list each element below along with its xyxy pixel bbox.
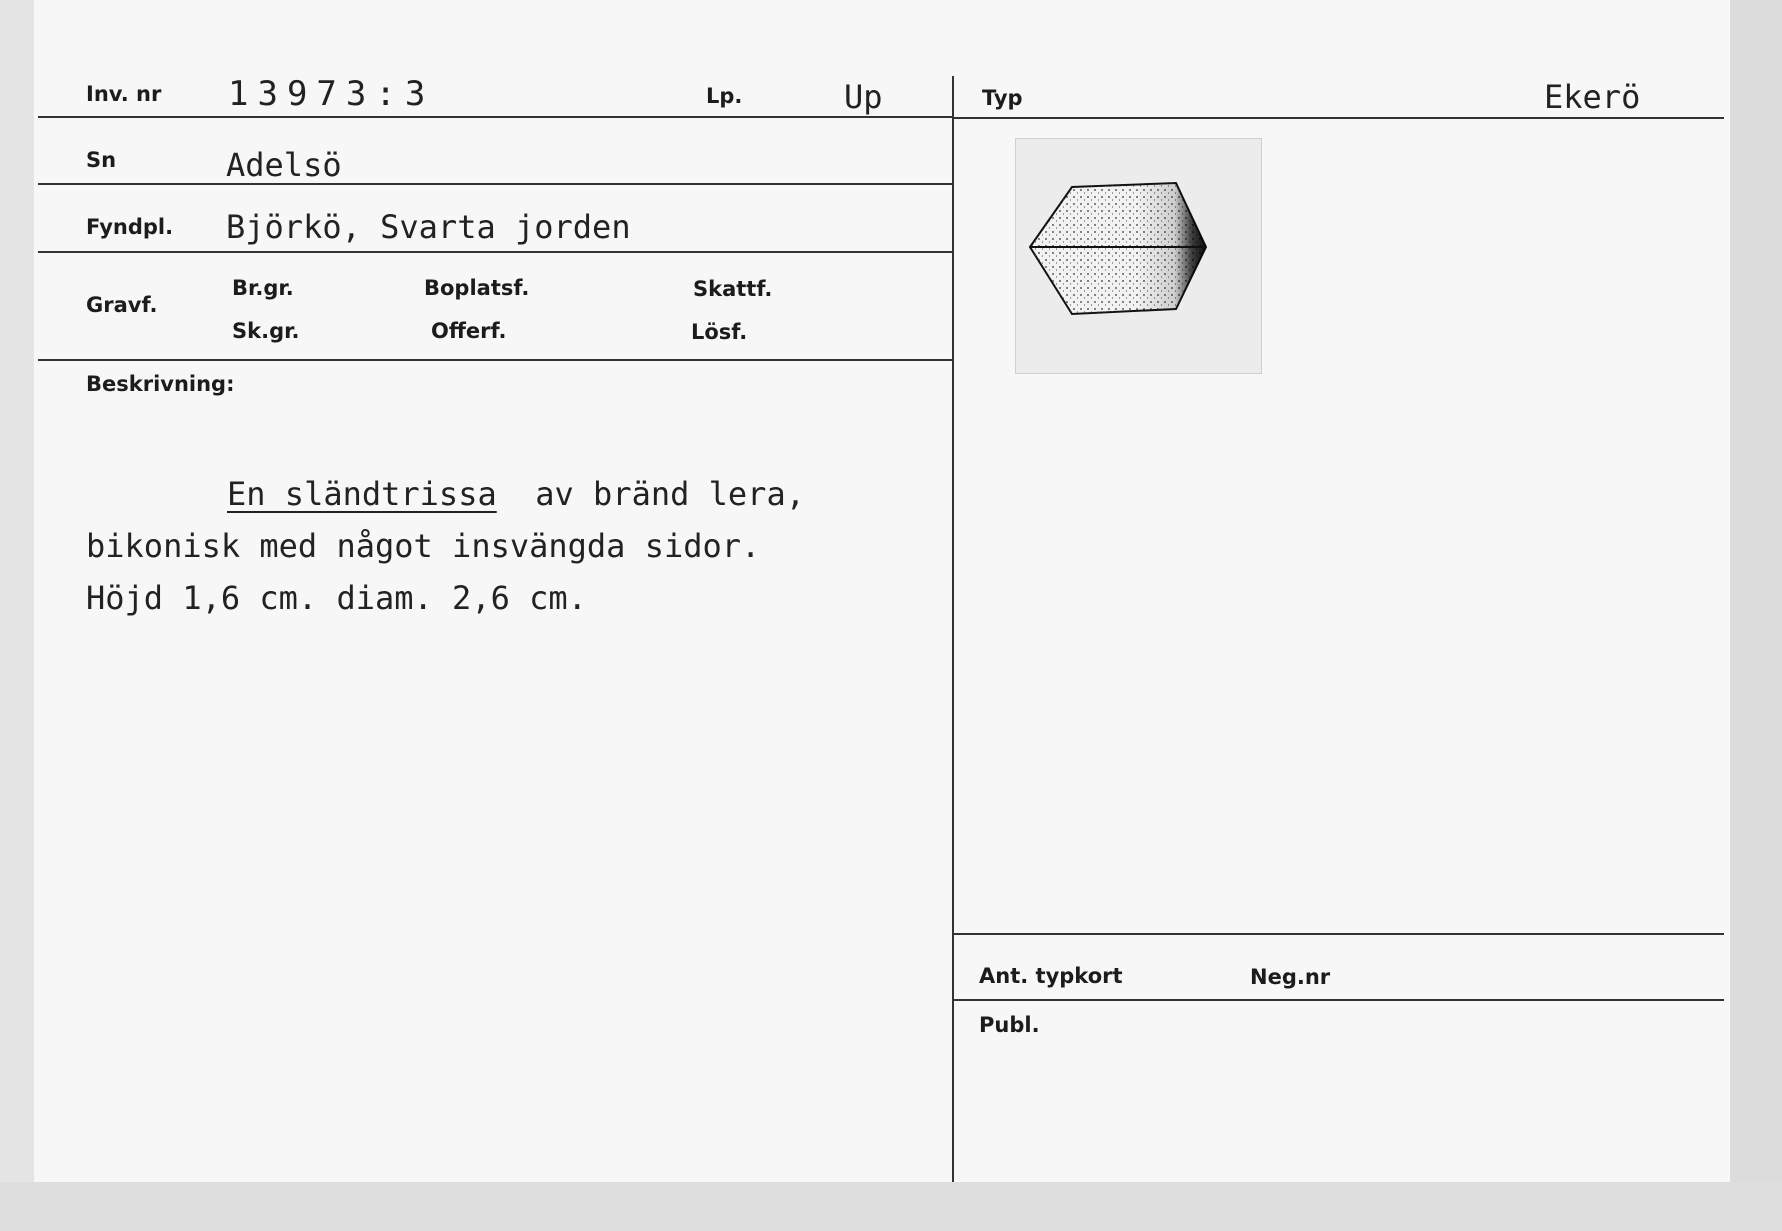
rule-header <box>38 116 952 118</box>
publ-label: Publ. <box>979 1013 1040 1037</box>
brgr-label: Br.gr. <box>232 276 294 300</box>
typ-label: Typ <box>982 86 1023 110</box>
lp-value: Up <box>844 78 883 116</box>
ant-typkort-label: Ant. typkort <box>979 964 1123 988</box>
typ-value: Ekerö <box>1544 78 1641 116</box>
description-text <box>86 468 805 624</box>
neg-nr-label: Neg.nr <box>1250 965 1331 989</box>
fyndpl-label: Fyndpl. <box>86 215 174 239</box>
beskrivning-label: Beskrivning: <box>86 372 235 396</box>
rule-typ <box>954 117 1724 119</box>
rule-sn <box>38 183 952 185</box>
offerf-label: Offerf. <box>431 319 507 343</box>
column-divider <box>952 76 954 1182</box>
rule-publ-top <box>954 999 1724 1001</box>
rule-ant-typkort-top <box>954 933 1724 935</box>
spindle-whorl-drawing-icon <box>1015 138 1262 374</box>
skattf-label: Skattf. <box>693 277 773 301</box>
sn-value: Adelsö <box>226 146 342 184</box>
inv-nr-label: Inv. nr <box>86 82 162 106</box>
description-line-2: bikonisk med något insvängda sidor. <box>86 527 761 565</box>
card-edge-bottom <box>0 1182 1782 1231</box>
losf-label: Lösf. <box>691 320 748 344</box>
description-line-1 <box>86 468 805 520</box>
sn-label: Sn <box>86 148 117 172</box>
inv-nr-value: 13973:3 <box>228 74 435 114</box>
description-line-1-rest: av bränd lera, <box>496 475 805 513</box>
gravf-label: Gravf. <box>86 293 158 317</box>
rule-fyndpl <box>38 251 952 253</box>
description-line-3: Höjd 1,6 cm. diam. 2,6 cm. <box>86 579 587 617</box>
skgr-label: Sk.gr. <box>232 319 300 343</box>
card-edge-right <box>1730 0 1782 1231</box>
lp-label: Lp. <box>706 84 743 108</box>
boplatsf-label: Boplatsf. <box>424 276 530 300</box>
object-name: En sländtrissa <box>227 475 497 513</box>
rule-gravf <box>38 359 952 361</box>
fyndpl-value: Björkö, Svarta jorden <box>226 208 631 246</box>
